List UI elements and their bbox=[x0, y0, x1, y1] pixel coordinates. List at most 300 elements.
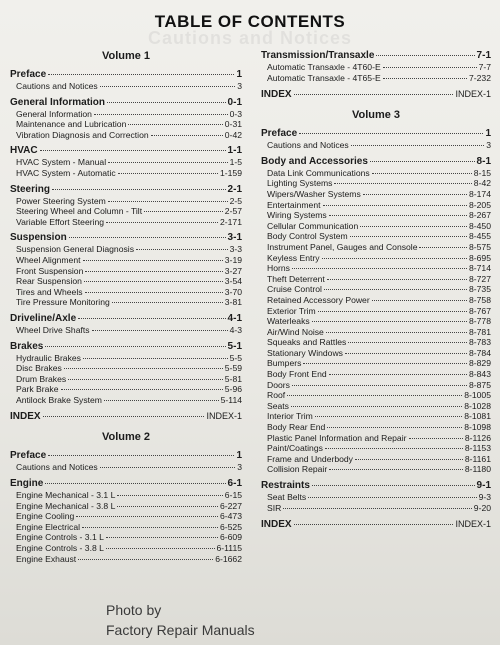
toc-entry[interactable] bbox=[261, 327, 491, 338]
section-heading-page: 3-1 bbox=[227, 232, 242, 244]
toc-entry-label: Waterleaks bbox=[267, 316, 310, 327]
section-heading-page: 1 bbox=[485, 128, 491, 140]
toc-entry[interactable] bbox=[261, 140, 491, 151]
toc-entry[interactable] bbox=[261, 200, 491, 211]
dot-leader bbox=[308, 497, 476, 498]
toc-entry-label: Hydraulic Brakes bbox=[16, 352, 81, 363]
toc-entry-page: 6-473 bbox=[220, 511, 242, 522]
toc-entry-label: Tires and Wheels bbox=[16, 286, 83, 297]
toc-entry-page: 2-57 bbox=[224, 206, 242, 217]
section-heading-page: 0-1 bbox=[227, 96, 242, 108]
toc-entry-label: Squeaks and Rattles bbox=[267, 337, 347, 348]
dot-leader bbox=[64, 368, 223, 369]
toc-entry-label: Interior Trim bbox=[267, 411, 313, 422]
toc-entry-page: 0-42 bbox=[224, 129, 242, 140]
toc-entry-page: 7-232 bbox=[469, 72, 491, 83]
toc-entry-page: 2-5 bbox=[229, 195, 242, 206]
toc-entry-page: 5-59 bbox=[224, 363, 242, 374]
dot-leader bbox=[82, 527, 218, 528]
toc-entry[interactable] bbox=[10, 532, 242, 543]
section-heading-label: Suspension bbox=[10, 232, 67, 244]
dot-leader bbox=[324, 289, 467, 290]
toc-entry[interactable] bbox=[261, 253, 491, 264]
toc-entry-page: 8-42 bbox=[473, 178, 491, 189]
toc-entry[interactable] bbox=[10, 490, 242, 501]
toc-entry[interactable] bbox=[261, 284, 491, 295]
toc-entry[interactable] bbox=[10, 363, 242, 374]
index-entry-page: INDEX-1 bbox=[206, 411, 242, 422]
index-entry[interactable] bbox=[261, 88, 491, 101]
toc-entry[interactable] bbox=[10, 554, 242, 565]
dot-leader bbox=[315, 416, 462, 417]
toc-entry-page: 8-1098 bbox=[464, 422, 491, 433]
toc-entry[interactable] bbox=[10, 276, 242, 287]
toc-entry-label: Stationary Windows bbox=[267, 347, 343, 358]
toc-entry-page: 8-450 bbox=[469, 220, 491, 231]
dot-leader bbox=[287, 395, 462, 396]
index-entry[interactable] bbox=[261, 518, 491, 531]
dot-leader bbox=[45, 346, 225, 347]
section-heading-label: Brakes bbox=[10, 340, 44, 352]
toc-entry[interactable] bbox=[261, 390, 491, 401]
dot-leader bbox=[106, 548, 215, 549]
toc-entry-label: Theft Deterrent bbox=[267, 273, 325, 284]
toc-entry[interactable] bbox=[10, 462, 242, 473]
section-heading-label: Preface bbox=[10, 450, 47, 462]
section-heading-page: 5-1 bbox=[227, 340, 242, 352]
toc-entry-label: Automatic Transaxle - 4T60-E bbox=[267, 62, 381, 72]
index-entry[interactable] bbox=[10, 410, 242, 423]
toc-entry[interactable] bbox=[261, 295, 491, 306]
toc-entry-label: Plastic Panel Information and Repair bbox=[267, 432, 407, 443]
toc-entry-label: Wheel Alignment bbox=[16, 254, 81, 265]
section-heading[interactable] bbox=[10, 313, 242, 325]
toc-entry-label: Keyless Entry bbox=[267, 252, 320, 263]
toc-entry-label: Rear Suspension bbox=[16, 276, 82, 287]
toc-entry-label: Disc Brakes bbox=[16, 363, 62, 374]
dot-leader bbox=[383, 78, 467, 79]
toc-section bbox=[10, 184, 242, 228]
toc-entry-label: Body Rear End bbox=[267, 422, 326, 433]
toc-entry[interactable] bbox=[261, 464, 491, 475]
section-heading[interactable] bbox=[261, 50, 491, 62]
dot-leader bbox=[326, 332, 467, 333]
section-heading[interactable] bbox=[10, 232, 242, 244]
toc-entry-page: 8-767 bbox=[469, 305, 491, 316]
toc-entry-label: Seat Belts bbox=[267, 492, 307, 502]
toc-entry[interactable] bbox=[10, 81, 242, 92]
dot-leader bbox=[329, 215, 467, 216]
toc-entry-page: 3-70 bbox=[224, 286, 242, 297]
toc-entry-page: 8-783 bbox=[469, 337, 491, 348]
toc-entry-page: 8-267 bbox=[469, 210, 491, 221]
toc-entry[interactable] bbox=[10, 157, 242, 168]
dot-leader bbox=[85, 271, 222, 272]
toc-entry-page: 8-758 bbox=[469, 294, 491, 305]
section-heading-label: HVAC bbox=[10, 145, 38, 157]
toc-entry[interactable] bbox=[261, 411, 491, 422]
section-heading-page: 6-1 bbox=[227, 478, 242, 490]
toc-entry-page: 5-96 bbox=[224, 384, 242, 395]
section-heading[interactable] bbox=[10, 145, 242, 157]
dot-leader bbox=[292, 268, 467, 269]
toc-entry-label: Cautions and Notices bbox=[16, 81, 98, 91]
section-heading[interactable] bbox=[261, 480, 491, 492]
toc-section bbox=[261, 128, 491, 151]
toc-entry-page: 3-54 bbox=[224, 276, 242, 287]
dot-leader bbox=[329, 374, 467, 375]
toc-entry-label: SIR bbox=[267, 502, 282, 513]
dot-leader bbox=[76, 516, 218, 517]
toc-entry[interactable] bbox=[10, 266, 242, 277]
index-entry-label: INDEX bbox=[10, 411, 41, 423]
toc-entry-label: Body Front End bbox=[267, 369, 327, 380]
toc-entry[interactable] bbox=[261, 316, 491, 327]
toc-entry[interactable] bbox=[10, 168, 242, 179]
toc-entry[interactable] bbox=[10, 543, 242, 554]
toc-entry-page: 8-778 bbox=[469, 316, 491, 327]
toc-entry-label: Instrument Panel, Gauges and Console bbox=[267, 241, 418, 252]
dot-leader bbox=[92, 330, 228, 331]
toc-entry-page: 6-609 bbox=[220, 532, 242, 543]
dot-leader bbox=[360, 226, 467, 227]
toc-entry[interactable] bbox=[261, 433, 491, 444]
dot-leader bbox=[68, 379, 223, 380]
dot-leader bbox=[348, 342, 467, 343]
toc-entry[interactable] bbox=[261, 231, 491, 242]
toc-entry-label: Front Suspension bbox=[16, 265, 84, 276]
toc-entry[interactable] bbox=[10, 384, 242, 395]
dot-leader bbox=[151, 135, 223, 136]
dot-leader bbox=[363, 194, 467, 195]
dot-leader bbox=[104, 400, 219, 401]
toc-section bbox=[10, 341, 242, 406]
section-heading[interactable] bbox=[10, 97, 242, 109]
toc-entry[interactable] bbox=[261, 348, 491, 359]
toc-entry[interactable] bbox=[10, 255, 242, 266]
volume-heading: Volume 3 bbox=[351, 109, 401, 122]
toc-section bbox=[261, 50, 491, 83]
toc-section bbox=[10, 145, 242, 178]
toc-entry[interactable] bbox=[261, 454, 491, 465]
toc-entry-label: Air/Wind Noise bbox=[267, 326, 324, 337]
toc-entry-label: Variable Effort Steering bbox=[16, 216, 105, 227]
toc-entry-label: Engine Cooling bbox=[16, 511, 75, 522]
toc-section bbox=[261, 480, 491, 513]
toc-entry-label: HVAC System - Automatic bbox=[16, 167, 116, 178]
volume-heading: Volume 1 bbox=[101, 50, 151, 62]
dot-leader bbox=[112, 302, 223, 303]
section-heading-label: Body and Accessories bbox=[261, 155, 368, 167]
toc-entry-page: 8-1161 bbox=[464, 453, 491, 464]
dot-leader bbox=[40, 150, 226, 151]
dot-leader bbox=[376, 55, 474, 56]
section-heading-page: 8-1 bbox=[476, 155, 491, 167]
toc-entry[interactable] bbox=[10, 244, 242, 255]
toc-entry-page: 8-1153 bbox=[464, 443, 491, 454]
toc-entry-page: 8-575 bbox=[469, 241, 491, 252]
toc-entry-label: Engine Controls - 3.8 L bbox=[16, 543, 104, 554]
toc-section bbox=[10, 69, 242, 92]
toc-entry[interactable] bbox=[10, 395, 242, 406]
dot-leader bbox=[370, 161, 475, 162]
index-entry-label: INDEX bbox=[261, 89, 292, 101]
toc-entry-page: 5-5 bbox=[229, 352, 242, 363]
dot-leader bbox=[83, 358, 228, 359]
dot-leader bbox=[118, 173, 218, 174]
toc-entry-page: 8-843 bbox=[469, 369, 491, 380]
index-entry-label: INDEX bbox=[261, 519, 292, 531]
toc-entry[interactable] bbox=[261, 503, 491, 514]
section-heading[interactable] bbox=[10, 69, 242, 81]
toc-entry[interactable] bbox=[10, 287, 242, 298]
toc-entry-page: 8-727 bbox=[469, 273, 491, 284]
toc-entry-label: Body Control System bbox=[267, 231, 348, 242]
toc-entry-page: 8-205 bbox=[469, 199, 491, 210]
toc-entry[interactable] bbox=[261, 73, 491, 84]
toc-entry-page: 8-829 bbox=[469, 358, 491, 369]
dot-leader bbox=[327, 279, 467, 280]
toc-entry[interactable] bbox=[10, 325, 242, 336]
toc-entry-page: 3 bbox=[237, 462, 242, 473]
dot-leader bbox=[117, 506, 218, 507]
toc-entry-page: 1-159 bbox=[220, 167, 242, 178]
toc-entry[interactable] bbox=[261, 369, 491, 380]
toc-entry[interactable] bbox=[261, 443, 491, 454]
section-heading-page: 4-1 bbox=[227, 312, 242, 324]
toc-entry-page: 6-1115 bbox=[216, 543, 242, 554]
toc-entry-page: 3-3 bbox=[229, 244, 242, 255]
section-heading-label: General Information bbox=[10, 96, 106, 108]
page-title: TABLE OF CONTENTS bbox=[154, 12, 346, 31]
index-entry-page: INDEX-1 bbox=[455, 519, 491, 530]
toc-section bbox=[261, 156, 491, 475]
toc-entry-label: Tire Pressure Monitoring bbox=[16, 297, 110, 308]
toc-entry-page: 3 bbox=[237, 81, 242, 91]
index-entry-page: INDEX-1 bbox=[455, 89, 491, 100]
toc-section bbox=[10, 478, 242, 564]
toc-entry-page: 6-227 bbox=[220, 500, 242, 511]
section-heading-page: 7-1 bbox=[476, 50, 491, 61]
toc-entry-page: 8-875 bbox=[469, 379, 491, 390]
toc-entry-label: Steering Wheel and Column - Tilt bbox=[16, 206, 143, 217]
dot-leader bbox=[136, 249, 228, 250]
toc-entry-page: 8-1126 bbox=[464, 432, 491, 443]
toc-entry[interactable] bbox=[10, 130, 242, 141]
toc-entry-page: 3-81 bbox=[224, 297, 242, 308]
toc-entry-page: 8-1180 bbox=[464, 464, 491, 475]
toc-entry-page: 8-784 bbox=[469, 347, 491, 358]
toc-entry[interactable] bbox=[10, 109, 242, 120]
toc-entry-page: 8-455 bbox=[469, 231, 491, 242]
toc-entry-label: Engine Mechanical - 3.8 L bbox=[16, 500, 116, 511]
toc-entry-label: Doors bbox=[267, 379, 290, 390]
dot-leader bbox=[48, 455, 234, 456]
dot-leader bbox=[419, 247, 467, 248]
toc-entry-label: Engine Electrical bbox=[16, 521, 81, 532]
toc-entry-page: 3-19 bbox=[224, 254, 242, 265]
toc-entry[interactable] bbox=[261, 337, 491, 348]
dot-leader bbox=[327, 427, 462, 428]
toc-entry-label: Vibration Diagnosis and Correction bbox=[16, 129, 149, 140]
toc-entry-label: Retained Accessory Power bbox=[267, 294, 370, 305]
toc-entry-page: 3-27 bbox=[224, 265, 242, 276]
dot-leader bbox=[372, 300, 467, 301]
dot-leader bbox=[61, 389, 223, 390]
dot-leader bbox=[100, 86, 236, 87]
toc-entry-label: Bumpers bbox=[267, 358, 302, 369]
toc-entry[interactable] bbox=[10, 196, 242, 207]
section-heading-label: Driveline/Axle bbox=[10, 312, 77, 324]
toc-entry-label: Data Link Communications bbox=[267, 167, 370, 178]
dot-leader bbox=[84, 281, 223, 282]
toc-entry[interactable] bbox=[10, 119, 242, 130]
dot-leader bbox=[128, 124, 222, 125]
dot-leader bbox=[94, 114, 228, 115]
toc-entry[interactable] bbox=[261, 401, 491, 412]
dot-leader bbox=[283, 508, 471, 509]
dot-leader bbox=[350, 236, 467, 237]
toc-entry-label: Power Steering System bbox=[16, 195, 106, 206]
watermark-line-2: Factory Repair Manuals bbox=[106, 622, 255, 638]
dot-leader bbox=[106, 222, 218, 223]
toc-entry-label: Cautions and Notices bbox=[16, 462, 98, 473]
toc-entry[interactable] bbox=[261, 306, 491, 317]
dot-leader bbox=[312, 485, 475, 486]
toc-entry-page: 8-174 bbox=[469, 188, 491, 199]
volume-heading: Volume 2 bbox=[101, 431, 151, 444]
dot-leader bbox=[351, 145, 485, 146]
dot-leader bbox=[85, 292, 223, 293]
toc-entry-page: 8-781 bbox=[469, 326, 491, 337]
section-heading[interactable] bbox=[10, 478, 242, 490]
dot-leader bbox=[108, 162, 227, 163]
dot-leader bbox=[69, 237, 226, 238]
toc-entry-page: 9-20 bbox=[473, 502, 491, 513]
toc-entry[interactable] bbox=[261, 221, 491, 232]
toc-entry-label: Park Brake bbox=[16, 384, 59, 395]
section-heading-label: Restraints bbox=[261, 480, 310, 491]
toc-entry-label: HVAC System - Manual bbox=[16, 157, 107, 168]
toc-entry[interactable] bbox=[10, 297, 242, 308]
toc-entry[interactable] bbox=[261, 274, 491, 285]
dot-leader bbox=[291, 406, 462, 407]
toc-entry[interactable] bbox=[10, 353, 242, 364]
dot-leader bbox=[106, 537, 218, 538]
dot-leader bbox=[345, 353, 467, 354]
toc-entry-page: 5-114 bbox=[220, 394, 242, 405]
section-heading[interactable] bbox=[261, 156, 491, 168]
toc-entry-label: Engine Exhaust bbox=[16, 553, 77, 564]
toc-entry[interactable] bbox=[261, 263, 491, 274]
toc-entry-label: Seats bbox=[267, 400, 289, 411]
toc-left-column bbox=[10, 50, 242, 569]
section-heading-label: Preface bbox=[10, 69, 47, 80]
toc-entry-label: Engine Controls - 3.1 L bbox=[16, 532, 104, 543]
section-heading[interactable] bbox=[261, 128, 491, 140]
toc-entry-label: General Information bbox=[16, 108, 92, 119]
toc-entry[interactable] bbox=[261, 178, 491, 189]
toc-entry[interactable] bbox=[10, 374, 242, 385]
toc-entry[interactable] bbox=[261, 168, 491, 179]
toc-entry-page: 5-81 bbox=[224, 373, 242, 384]
toc-entry[interactable] bbox=[261, 358, 491, 369]
dot-leader bbox=[323, 205, 468, 206]
bleed-through-text: Cautions and Notices bbox=[147, 28, 353, 48]
toc-entry-page: 0-3 bbox=[229, 108, 242, 119]
dot-leader bbox=[325, 448, 463, 449]
toc-entry[interactable] bbox=[10, 217, 242, 228]
toc-entry-page: 6-1662 bbox=[215, 553, 242, 564]
toc-entry[interactable] bbox=[261, 422, 491, 433]
dot-leader bbox=[100, 467, 236, 468]
toc-entry-page: 8-1081 bbox=[464, 411, 491, 422]
section-heading-page: 9-1 bbox=[476, 480, 491, 491]
toc-entry-page: 8-1005 bbox=[464, 390, 491, 401]
dot-leader bbox=[299, 133, 483, 134]
toc-entry[interactable] bbox=[10, 522, 242, 533]
dot-leader bbox=[52, 189, 226, 190]
toc-entry[interactable] bbox=[261, 62, 491, 73]
toc-entry-page: 3 bbox=[486, 140, 491, 151]
toc-entry-page: 6-15 bbox=[224, 490, 242, 501]
dot-leader bbox=[322, 258, 467, 259]
toc-entry-label: Roof bbox=[267, 390, 286, 401]
toc-entry[interactable] bbox=[10, 206, 242, 217]
dot-leader bbox=[48, 74, 234, 75]
section-heading-page: 2-1 bbox=[227, 183, 242, 195]
toc-entry-label: Wheel Drive Shafts bbox=[16, 324, 90, 335]
section-heading[interactable] bbox=[10, 184, 242, 196]
toc-entry-label: Wipers/Washer Systems bbox=[267, 188, 361, 199]
toc-entry[interactable] bbox=[261, 210, 491, 221]
toc-entry-label: Cellular Communication bbox=[267, 220, 359, 231]
toc-entry-label: Cautions and Notices bbox=[267, 140, 349, 151]
toc-entry-label: Drum Brakes bbox=[16, 373, 67, 384]
section-heading-page: 1 bbox=[236, 450, 242, 462]
toc-entry-label: Maintenance and Lubrication bbox=[16, 119, 127, 130]
section-heading[interactable] bbox=[10, 341, 242, 353]
toc-entry-label: Frame and Underbody bbox=[267, 453, 353, 464]
dot-leader bbox=[409, 438, 463, 439]
section-heading[interactable] bbox=[10, 450, 242, 462]
toc-entry-label: Entertainment bbox=[267, 199, 321, 210]
dot-leader bbox=[78, 559, 213, 560]
dot-leader bbox=[144, 211, 223, 212]
dot-leader bbox=[372, 173, 472, 174]
toc-entry-page: 8-714 bbox=[469, 263, 491, 274]
toc-section bbox=[10, 232, 242, 308]
section-heading-label: Engine bbox=[10, 478, 44, 490]
section-heading-page: 1 bbox=[236, 69, 242, 80]
toc-section bbox=[10, 313, 242, 336]
dot-leader bbox=[318, 311, 467, 312]
toc-entry[interactable] bbox=[10, 501, 242, 512]
dot-leader bbox=[78, 318, 225, 319]
toc-entry-page: 8-695 bbox=[469, 252, 491, 263]
section-heading-label: Steering bbox=[10, 183, 51, 195]
toc-entry[interactable] bbox=[10, 511, 242, 522]
toc-entry-page: 8-1028 bbox=[464, 400, 491, 411]
dot-leader bbox=[383, 67, 477, 68]
toc-entry-label: Cruise Control bbox=[267, 284, 322, 295]
toc-entry[interactable] bbox=[261, 189, 491, 200]
toc-entry-page: 2-171 bbox=[220, 216, 242, 227]
toc-section bbox=[10, 450, 242, 473]
toc-entry[interactable] bbox=[261, 492, 491, 503]
toc-entry[interactable] bbox=[261, 242, 491, 253]
toc-entry[interactable] bbox=[261, 380, 491, 391]
